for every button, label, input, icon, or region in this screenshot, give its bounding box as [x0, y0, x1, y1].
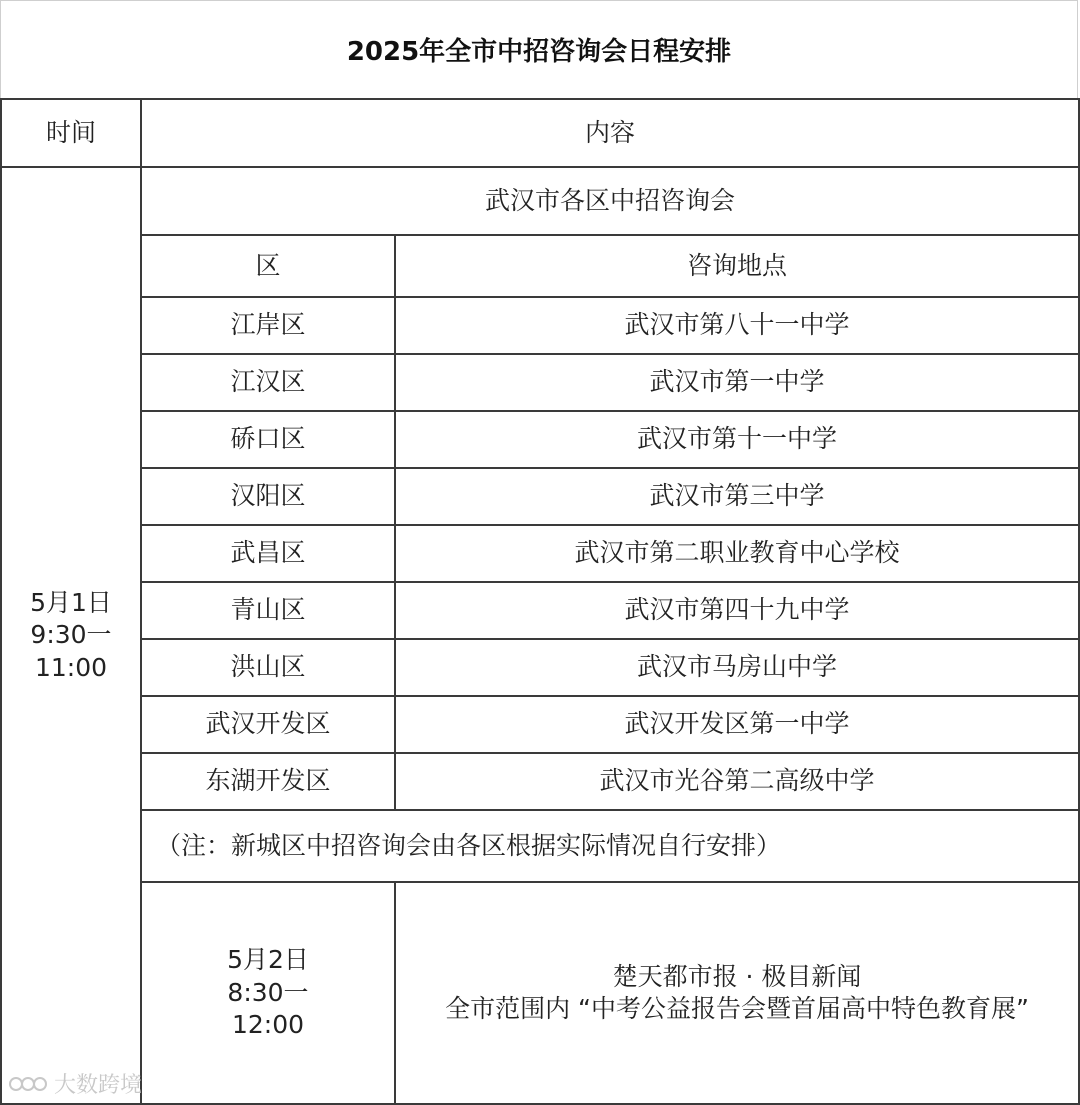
- district-cell: 江岸区: [141, 297, 395, 354]
- header-content: 内容: [141, 99, 1079, 167]
- place-cell: 武汉市第三中学: [395, 468, 1079, 525]
- session1-heading: 武汉市各区中招咨询会: [141, 167, 1079, 235]
- table-row: [1, 582, 1079, 639]
- district-cell: 江汉区: [141, 354, 395, 411]
- place-cell: 武汉市马房山中学: [395, 639, 1079, 696]
- table-row: [1, 354, 1079, 411]
- table-row: [1, 468, 1079, 525]
- session1-end: 11:00: [34, 652, 108, 682]
- district-cell: 青山区: [141, 582, 395, 639]
- session1-time: [1, 167, 141, 1104]
- place-cell: 武汉市第二职业教育中心学校: [395, 525, 1079, 582]
- note-row: [1, 810, 1079, 882]
- session2-organizer: 楚天都市报 · 极目新闻: [612, 961, 862, 991]
- table-row: [1, 696, 1079, 753]
- table-header-row: [1, 99, 1079, 167]
- district-cell: 武汉开发区: [141, 696, 395, 753]
- district-cell: 东湖开发区: [141, 753, 395, 810]
- session1-heading-row: [1, 167, 1079, 235]
- district-cell: 武昌区: [141, 525, 395, 582]
- session2-event: 全市范围内 “中考公益报告会暨首届高中特色教育展”: [445, 994, 1029, 1023]
- page-title: 2025年全市中招咨询会日程安排: [0, 0, 1078, 98]
- session2-row: [1, 882, 1079, 1104]
- table-row: [1, 753, 1079, 810]
- watermark-text: 大数跨境: [54, 1073, 143, 1098]
- session1-start: 9:30一: [30, 620, 112, 650]
- session2-content: [395, 882, 1079, 1104]
- table-row: [1, 297, 1079, 354]
- session1-date: 5月1日: [30, 587, 112, 617]
- note-text: （注：新城区中招咨询会由各区根据实际情况自行安排）: [141, 810, 1079, 882]
- district-cell: 汉阳区: [141, 468, 395, 525]
- place-cell: 武汉市光谷第二高级中学: [395, 753, 1079, 810]
- schedule-table: [0, 98, 1080, 1105]
- session2-start: 8:30一: [227, 977, 309, 1007]
- place-cell: 武汉市第四十九中学: [395, 582, 1079, 639]
- place-cell: 武汉市第一中学: [395, 354, 1079, 411]
- header-time: 时间: [1, 99, 141, 167]
- district-cell: 硚口区: [141, 411, 395, 468]
- place-cell: 武汉开发区第一中学: [395, 696, 1079, 753]
- col-place-header: 咨询地点: [395, 235, 1079, 297]
- watermark-logo-icon: [8, 1071, 48, 1097]
- watermark: [8, 1068, 142, 1099]
- place-cell: 武汉市第十一中学: [395, 411, 1079, 468]
- session2-end: 12:00: [231, 1010, 305, 1040]
- place-cell: 武汉市第八十一中学: [395, 297, 1079, 354]
- table-row: [1, 639, 1079, 696]
- table-row: [1, 411, 1079, 468]
- district-cell: 洪山区: [141, 639, 395, 696]
- table-row: [1, 525, 1079, 582]
- col-district-header: 区: [141, 235, 395, 297]
- session2-date: 5月2日: [227, 945, 309, 975]
- district-subheader-row: [1, 235, 1079, 297]
- session2-time: [141, 882, 395, 1104]
